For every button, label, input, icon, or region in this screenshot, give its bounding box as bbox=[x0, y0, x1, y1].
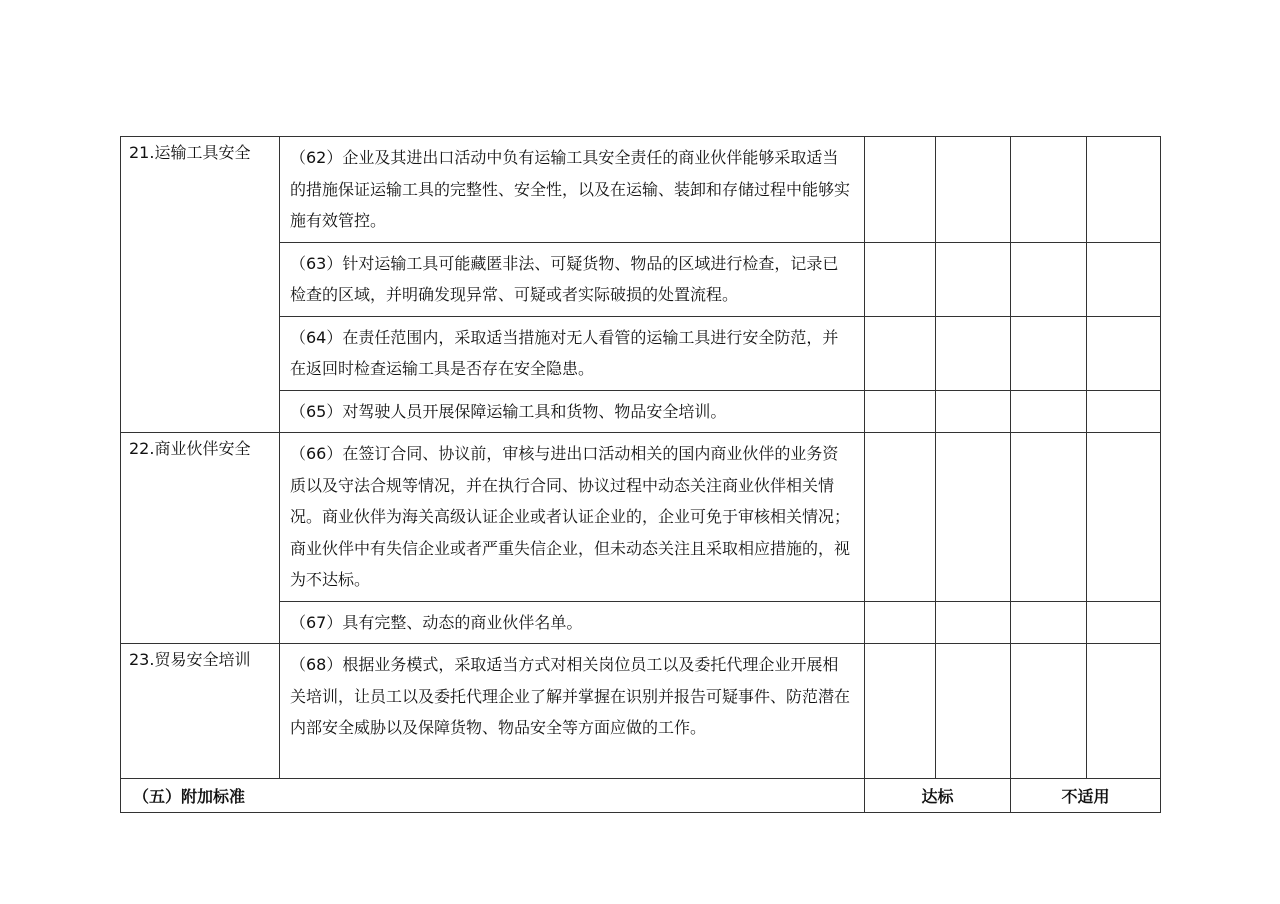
requirement-text: （66）在签订合同、协议前，审核与进出口活动相关的国内商业伙伴的业务资质以及守法合规等情况，并在执行合同、协议过程中动态关注商业伙伴相关情况。商业伙伴为海关高级认证企业或者认证企业的，企业可免于审核相关情况；商业伙伴中有失信企业或者严重失信企业，但未动态关注且采取相应措施的，视为不达标。 bbox=[290, 444, 851, 589]
check-cell[interactable] bbox=[865, 137, 936, 243]
check-cell[interactable] bbox=[1011, 390, 1087, 433]
requirement-text: （68）根据业务模式，采取适当方式对相关岗位员工以及委托代理企业开展相关培训，让员工以及委托代理企业了解并掌握在识别并报告可疑事件、防范潜在内部安全威胁以及保障货物、物品安全等方面应做的工作。 bbox=[290, 655, 851, 737]
check-cell[interactable] bbox=[865, 390, 936, 433]
requirement-cell bbox=[280, 316, 865, 390]
check-cell[interactable] bbox=[865, 316, 936, 390]
section-title: （五）附加标准 bbox=[121, 779, 865, 813]
check-cell[interactable] bbox=[1087, 316, 1161, 390]
check-cell[interactable] bbox=[1011, 137, 1087, 243]
check-cell[interactable] bbox=[936, 242, 1011, 316]
check-cell[interactable] bbox=[936, 390, 1011, 433]
requirement-text: （67）具有完整、动态的商业伙伴名单。 bbox=[290, 612, 583, 632]
requirement-text: （65）对驾驶人员开展保障运输工具和货物、物品安全培训。 bbox=[290, 401, 727, 421]
table-row bbox=[121, 644, 1161, 779]
category-cell: 21.运输工具安全 bbox=[121, 137, 280, 433]
check-cell[interactable] bbox=[1087, 433, 1161, 602]
check-cell[interactable] bbox=[1087, 644, 1161, 779]
requirement-text: （64）在责任范围内，采取适当措施对无人看管的运输工具进行安全防范，并在返回时检查运输工具是否存在安全隐患。 bbox=[290, 327, 839, 378]
check-cell[interactable] bbox=[1087, 390, 1161, 433]
check-cell[interactable] bbox=[1087, 242, 1161, 316]
check-cell[interactable] bbox=[936, 137, 1011, 243]
table-row bbox=[121, 433, 1161, 602]
section-header-row bbox=[121, 779, 1161, 813]
check-cell[interactable] bbox=[936, 601, 1011, 644]
check-cell[interactable] bbox=[936, 433, 1011, 602]
table-row bbox=[121, 137, 1161, 243]
category-cell: 22.商业伙伴安全 bbox=[121, 433, 280, 644]
check-cell[interactable] bbox=[865, 644, 936, 779]
check-cell[interactable] bbox=[865, 242, 936, 316]
requirement-cell bbox=[280, 390, 865, 433]
requirement-cell bbox=[280, 137, 865, 243]
check-cell[interactable] bbox=[936, 316, 1011, 390]
requirement-text: （63）针对运输工具可能藏匿非法、可疑货物、物品的区域进行检查，记录已检查的区域，并明确发现异常、可疑或者实际破损的处置流程。 bbox=[290, 253, 839, 304]
column-header-meets: 达标 bbox=[865, 779, 1011, 813]
requirement-cell bbox=[280, 433, 865, 602]
check-cell[interactable] bbox=[1011, 316, 1087, 390]
check-cell[interactable] bbox=[865, 601, 936, 644]
standards-table bbox=[120, 136, 1161, 813]
check-cell[interactable] bbox=[1011, 242, 1087, 316]
check-cell[interactable] bbox=[1011, 433, 1087, 602]
check-cell[interactable] bbox=[1087, 137, 1161, 243]
requirement-cell bbox=[280, 242, 865, 316]
requirement-text: （62）企业及其进出口活动中负有运输工具安全责任的商业伙伴能够采取适当的措施保证运输工具的完整性、安全性，以及在运输、装卸和存储过程中能够实施有效管控。 bbox=[290, 148, 851, 230]
requirement-cell bbox=[280, 644, 865, 779]
category-cell: 23.贸易安全培训 bbox=[121, 644, 280, 779]
check-cell[interactable] bbox=[865, 433, 936, 602]
check-cell[interactable] bbox=[1087, 601, 1161, 644]
check-cell[interactable] bbox=[936, 644, 1011, 779]
requirement-cell bbox=[280, 601, 865, 644]
check-cell[interactable] bbox=[1011, 644, 1087, 779]
column-header-not-applicable: 不适用 bbox=[1011, 779, 1161, 813]
check-cell[interactable] bbox=[1011, 601, 1087, 644]
